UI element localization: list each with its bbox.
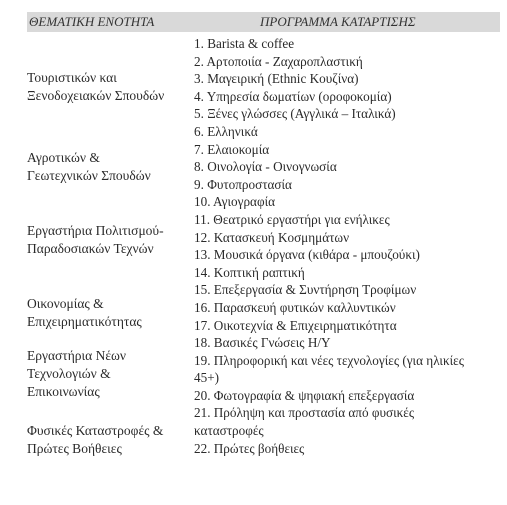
category-new-technologies: Εργαστήρια Νέων Τεχνολογιών & Επικοινωνίας (27, 348, 127, 399)
list-item: 11. Θεατρικό εργαστήρι για ενήλικες (194, 211, 390, 227)
list-item: 15. Επεξεργασία & Συντήρηση Τροφίμων (194, 282, 417, 298)
list-item: 6. Ελληνικά (194, 123, 258, 139)
list-item: 8. Οινολογία - Οινογνωσία (194, 159, 337, 175)
list-item: 18. Βασικές Γνώσεις Η/Υ (194, 335, 331, 351)
list-item: 12. Κατασκευή Κοσμημάτων (194, 229, 350, 245)
category-tourism: Τουριστικών και Ξενοδοχειακών Σπουδών (27, 70, 165, 103)
category-economy: Οικονομίας & Επιχειρηματικότητας (27, 296, 142, 329)
list-item: 3. Μαγειρική (Ethnic Κουζίνα) (194, 71, 359, 87)
list-item: 19. Πληροφορική και νέες τεχνολογίες (για ηλικίες 45+) (194, 352, 464, 386)
category-agriculture: Αγροτικών & Γεωτεχνικών Σπουδών (27, 150, 151, 183)
list-item: 1. Barista & coffee (194, 36, 295, 51)
list-item: 10. Αγιογραφία (194, 194, 276, 210)
list-item: 14. Κοπτική ραπτική (194, 264, 305, 280)
list-item: 22. Πρώτες βοήθειες (194, 440, 305, 456)
list-item: 5. Ξένες γλώσσες (Αγγλικά – Ιταλικά) (194, 106, 396, 122)
list-item: 21. Πρόληψη και προστασία από φυσικές καταστροφές (194, 405, 415, 439)
list-item: 7. Ελαιοκομία (194, 141, 270, 157)
list-item: 16. Παρασκευή φυτικών καλλυντικών (194, 299, 396, 315)
list-item: 17. Οικοτεχνία & Επιχειρηματικότητα (194, 317, 397, 333)
table-header (27, 12, 500, 32)
list-item: 4. Υπηρεσία δωματίων (οροφοκομία) (194, 88, 392, 104)
header-training-program: ΠΡΟΓΡΑΜΜΑ ΚΑΤΑΡΤΙΣΗΣ (260, 14, 416, 29)
list-item: 9. Φυτοπροστασία (194, 176, 292, 192)
category-disasters-first-aid: Φυσικές Καταστροφές & Πρώτες Βοήθειες (27, 423, 164, 456)
program-list (194, 35, 506, 457)
header-thematic-unit: ΘΕΜΑΤΙΚΗ ΕΝΟΤΗΤΑ (29, 14, 155, 29)
list-item: 13. Μουσικά όργανα (κιθάρα - μπουζούκι) (194, 247, 420, 263)
list-item: 20. Φωτογραφία & ψηφιακή επεξεργασία (194, 387, 415, 403)
category-culture-workshops: Εργαστήρια Πολιτισμού- Παραδοσιακών Τεχνών (27, 223, 164, 256)
list-item: 2. Αρτοποιία - Ζαχαροπλαστική (194, 53, 363, 69)
